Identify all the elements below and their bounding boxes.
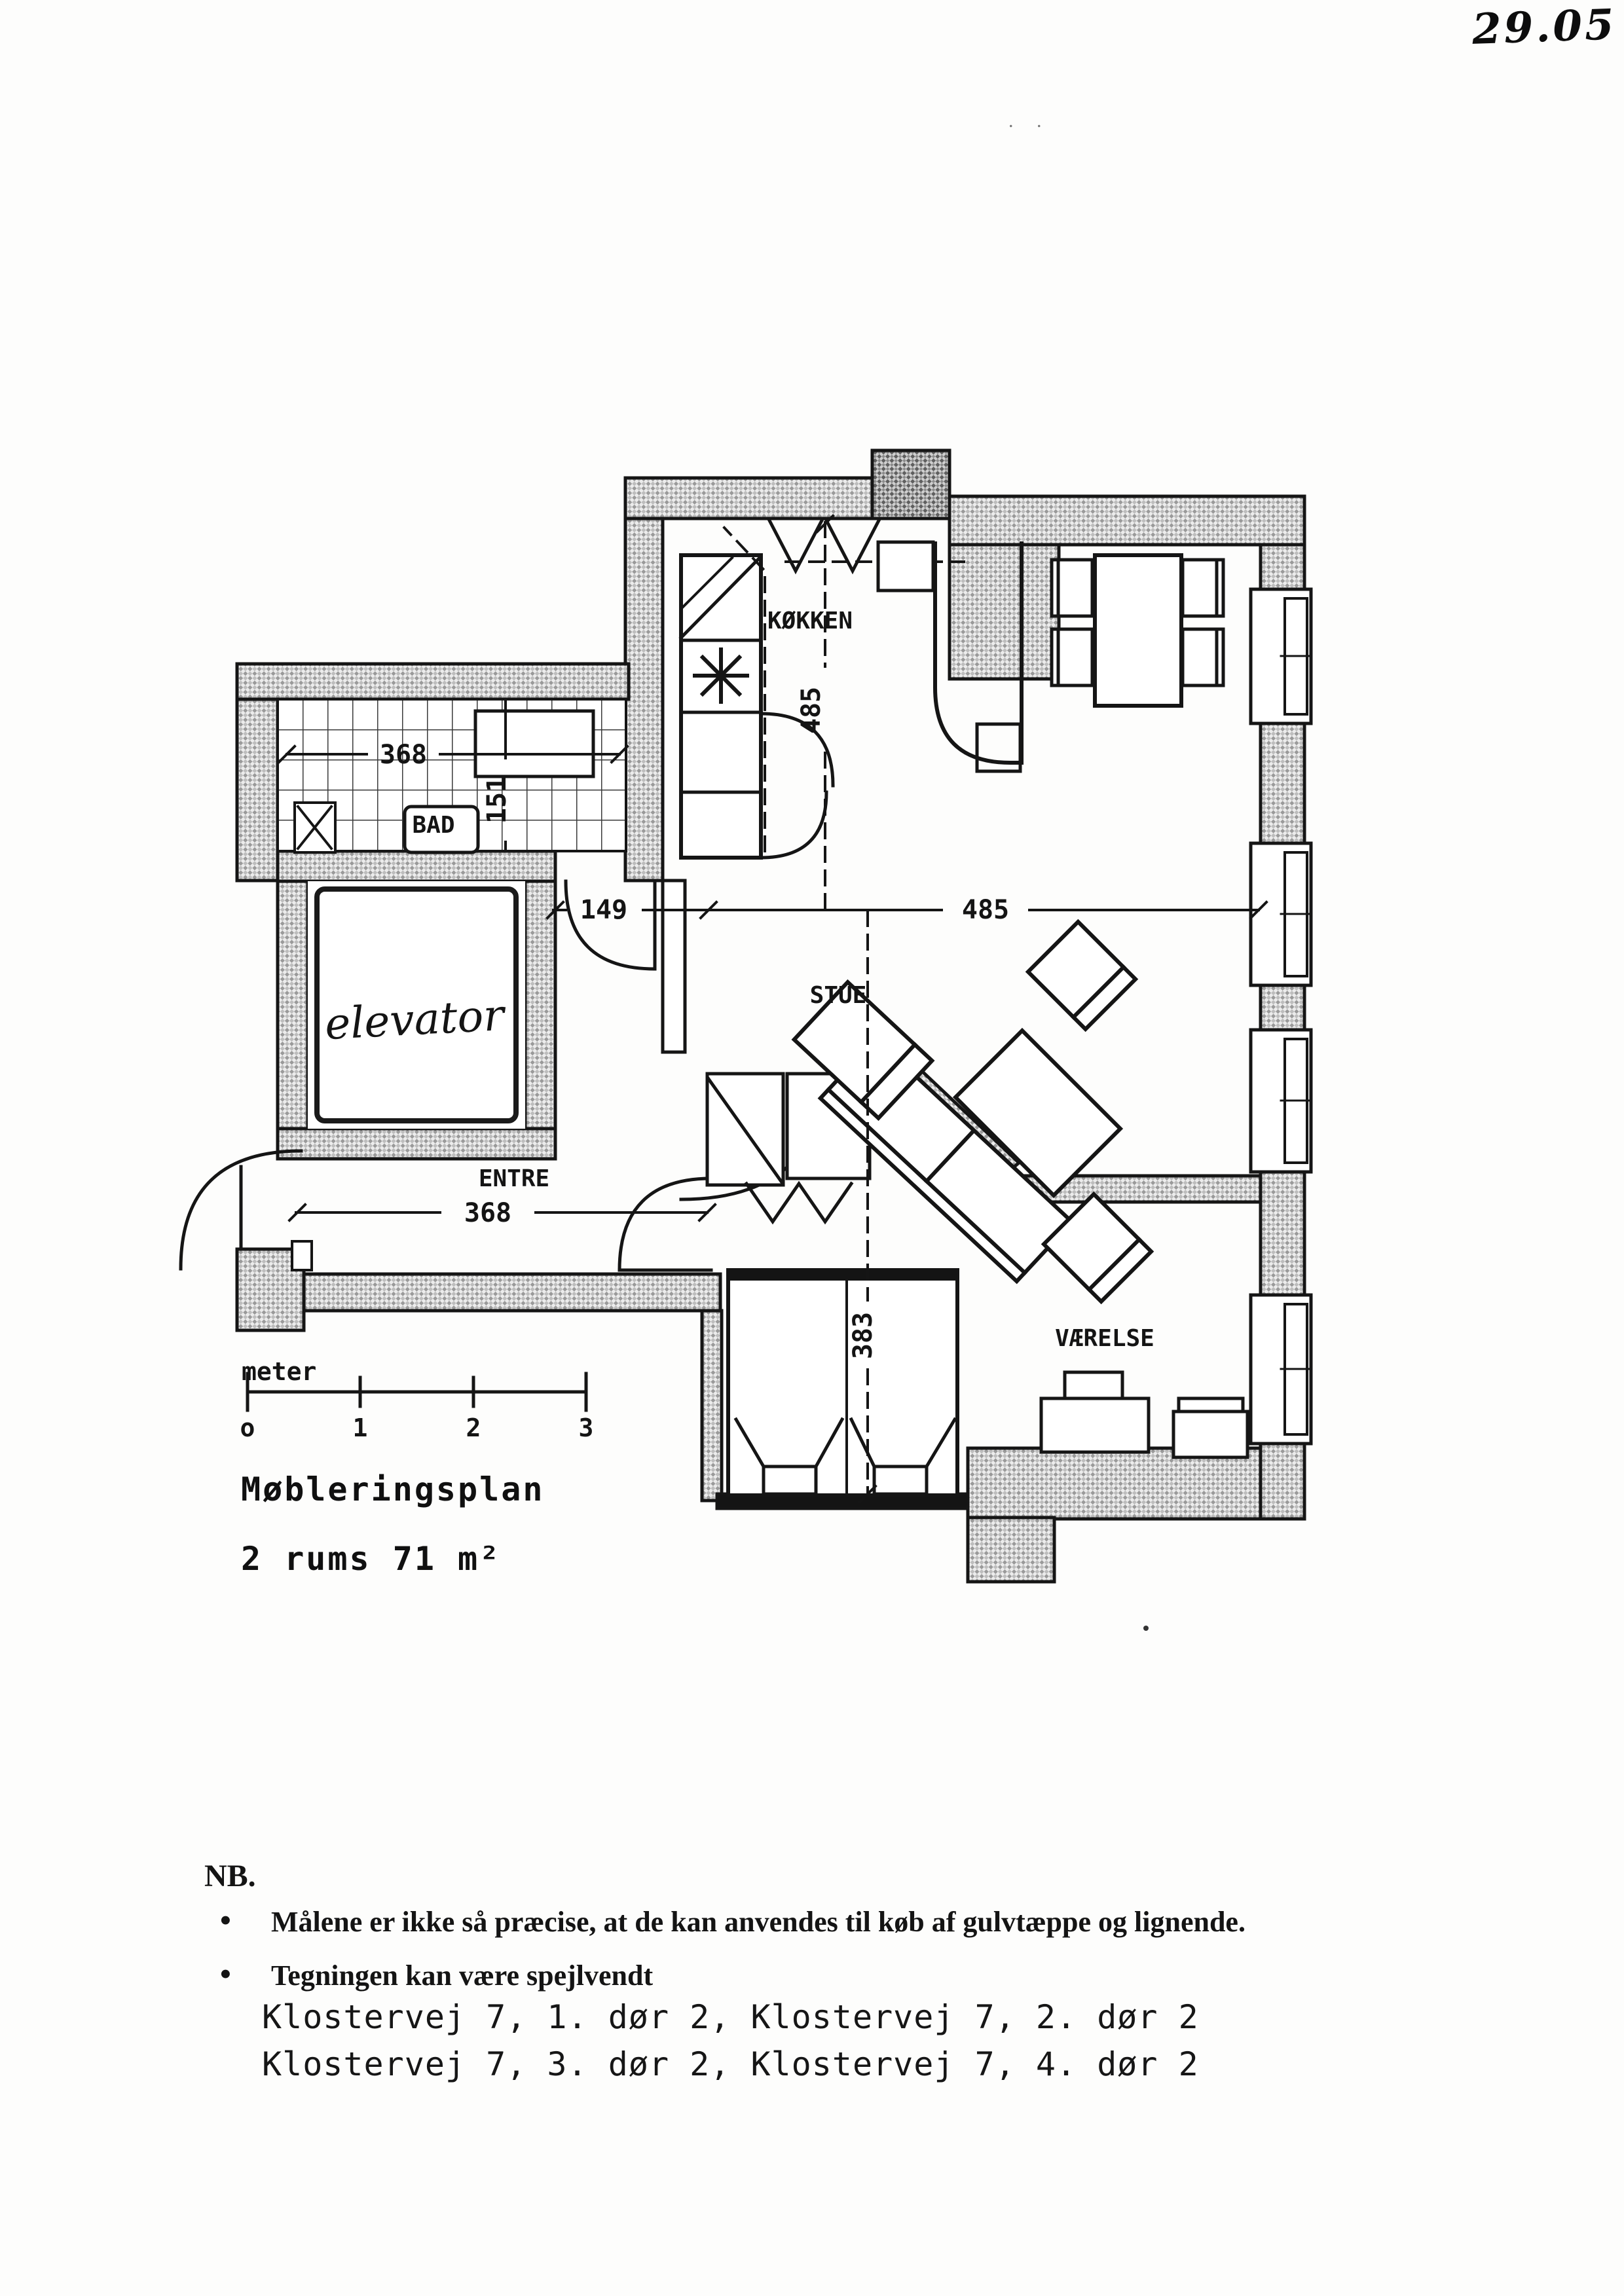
nb-bullet-2: • Tegningen kan være spejlvendt	[220, 1956, 1373, 1995]
bath-label: BAD	[412, 812, 455, 839]
wall-chimney-block	[872, 450, 950, 519]
wall-elevator-right	[525, 881, 555, 1159]
handwritten-date: 29.05	[1471, 0, 1617, 54]
wall-cabinet-v2	[826, 520, 879, 571]
cooktop-icon	[695, 649, 747, 702]
entry-label: ENTRE	[478, 1165, 550, 1192]
elevator-shaft	[308, 881, 525, 1129]
bedroom-door-arc	[619, 1178, 711, 1270]
plan-title: Møbleringsplan	[241, 1470, 545, 1508]
nb-heading: NB.	[204, 1859, 256, 1893]
nb-bullet-list	[220, 1903, 1373, 2010]
wall-cabinet-v1	[769, 520, 822, 571]
wall-right-seg4	[1261, 1171, 1304, 1296]
bathroom	[278, 699, 627, 852]
bedroom-label: VÆRELSE	[1055, 1325, 1154, 1352]
wall-kitchen-top	[625, 478, 887, 519]
bath-dim-depth-label: 151	[482, 776, 512, 824]
wall-bedroom-left	[702, 1311, 722, 1501]
wall-bedroom-bottom	[968, 1448, 1304, 1519]
window-bedroom	[1251, 1295, 1311, 1444]
window-dining	[1251, 589, 1311, 723]
scale-tick-2: 2	[466, 1413, 481, 1442]
scan-specks: . .	[1008, 110, 1051, 132]
plan-subtitle: 2 rums 71 m²	[241, 1540, 502, 1578]
dim-bed-depth-label: 383	[848, 1311, 878, 1360]
cabinet-door-arc2	[761, 792, 826, 858]
armchair-1	[1028, 922, 1135, 1029]
wall-kitchen-left	[625, 519, 663, 881]
wall-elevator-bottom	[278, 1129, 555, 1159]
wall-right-seg1	[1261, 545, 1304, 591]
wall-bath-top	[237, 664, 629, 699]
bath-dim-width-label: 368	[379, 740, 428, 770]
scale-tick-1: 1	[352, 1413, 368, 1442]
dim-living-depth-label: 485	[796, 686, 826, 735]
wall-shaft-topright	[950, 545, 1059, 679]
scale-label: meter	[242, 1357, 317, 1386]
bed	[728, 1270, 957, 1495]
address-line-1: Klostervej 7, 1. dør 2, Klostervej 7, 2. dør 2	[262, 1998, 1199, 2036]
window-living-2	[1251, 1030, 1311, 1172]
bath-cabinet	[475, 711, 593, 776]
kitchen-sink-box	[878, 542, 933, 591]
scan-dot	[1143, 1626, 1149, 1631]
dim-living-width-label: 485	[961, 895, 1010, 925]
bed-headboard	[728, 1270, 957, 1281]
dim-hall-label: 149	[580, 895, 628, 925]
scale-tick-3: 3	[578, 1413, 594, 1442]
wall-entry-bottom	[296, 1274, 720, 1311]
dining-group	[1052, 555, 1223, 706]
living-label: STUE	[809, 982, 867, 1009]
wall-dining-top	[950, 496, 1304, 545]
wall-right-seg3	[1261, 984, 1304, 1031]
kitchen-counter-strip	[681, 555, 761, 858]
dining-table	[1095, 555, 1181, 706]
wall-bottom-tab	[968, 1518, 1054, 1582]
wall-right-seg2	[1261, 722, 1304, 845]
nb-bullet-1: • Målene er ikke så præcise, at de kan anvendes til køb af gulvtæppe og lignende.	[220, 1903, 1373, 1942]
elevator-label: elevator	[323, 989, 506, 1050]
address-line-2: Klostervej 7, 3. dør 2, Klostervej 7, 4. dør 2	[262, 2045, 1199, 2083]
dresser-2	[1173, 1398, 1247, 1457]
wall-stue-stub	[663, 881, 685, 1052]
wall-bath-left	[237, 699, 278, 881]
wall-elevator-left	[278, 881, 308, 1159]
dim-entry-width-label: 368	[464, 1198, 512, 1228]
wall-right-seg5	[1261, 1442, 1304, 1519]
kitchen-label: KØKKEN	[767, 608, 853, 634]
bath-toilet	[295, 803, 335, 852]
living-room	[707, 922, 1151, 1302]
entry-door-post	[292, 1241, 312, 1270]
window-living-1	[1251, 843, 1311, 985]
scale-tick-0: o	[240, 1413, 255, 1442]
wall-bath-bottom	[278, 851, 555, 881]
dresser-1	[1041, 1372, 1149, 1452]
